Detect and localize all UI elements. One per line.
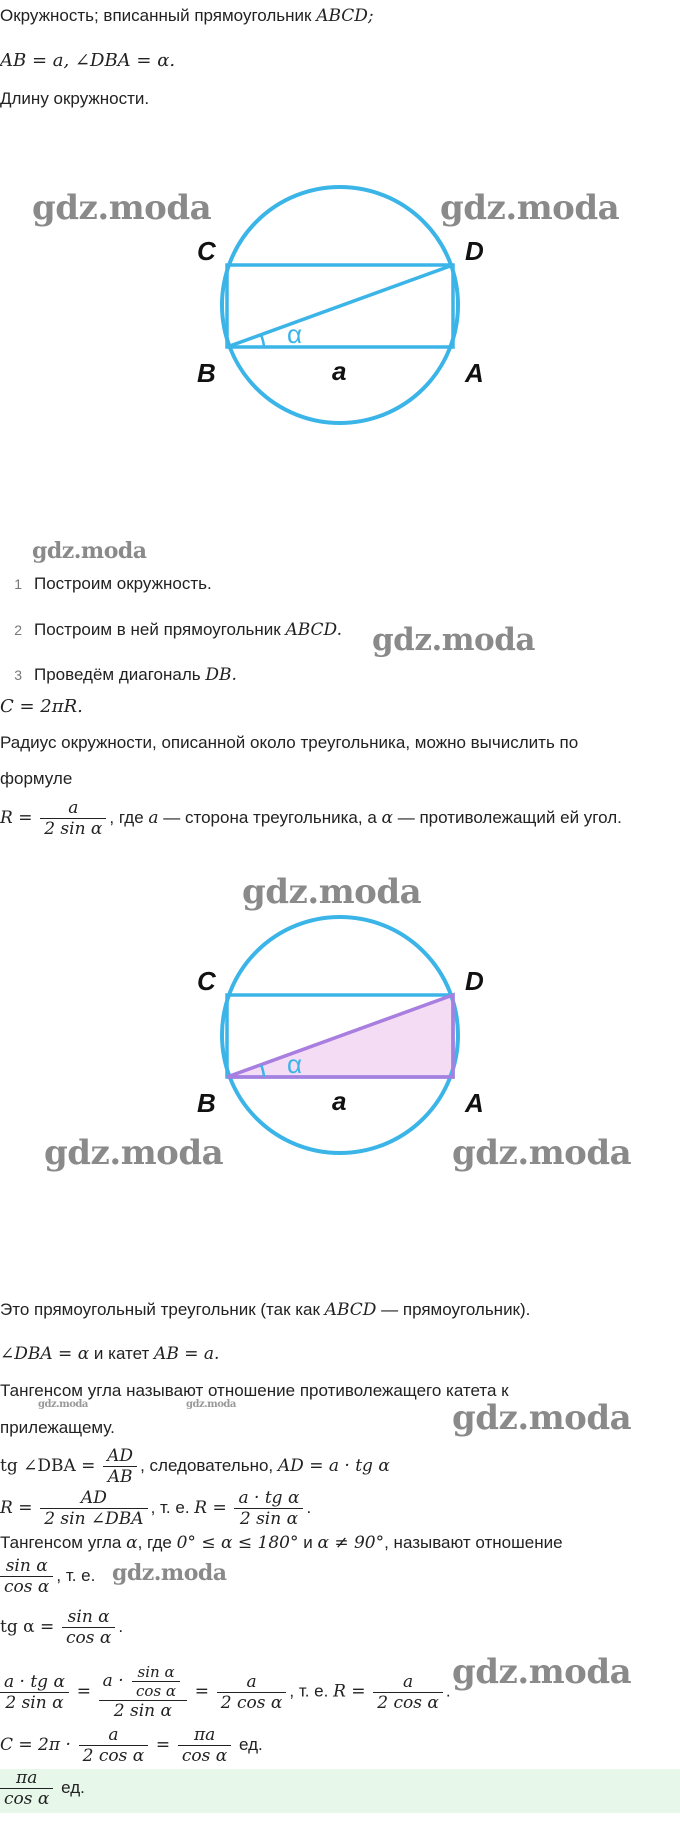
r2-fraction bbox=[234, 1488, 303, 1529]
tg-num: AD bbox=[107, 1446, 134, 1466]
watermark-logo: gdz.moda bbox=[440, 188, 620, 228]
tan2-range: 0° ≤ α ≤ 180° bbox=[176, 1533, 299, 1553]
r-side: a bbox=[148, 807, 159, 828]
answer-highlight bbox=[0, 1769, 680, 1813]
c-final-num: πa bbox=[193, 1725, 216, 1745]
tg-def-den: cos α bbox=[62, 1627, 115, 1648]
label-side-a: a bbox=[332, 356, 347, 386]
tan-def-1: Тангенсом угла называют отношение противолежащего катета к bbox=[0, 1381, 509, 1400]
label-b: B bbox=[197, 1088, 216, 1118]
r2-num: AD bbox=[80, 1488, 107, 1508]
watermark-logo: gdz.moda bbox=[452, 1652, 632, 1692]
calc-fraction bbox=[0, 1672, 69, 1713]
step-text: Проведём диагональ bbox=[34, 665, 201, 684]
tg-lhs: tg ∠DBA = bbox=[0, 1455, 96, 1476]
ratio-tail: , т. е. bbox=[56, 1565, 96, 1585]
step-1 bbox=[0, 574, 212, 594]
tan2-alpha: α bbox=[126, 1533, 138, 1553]
label-d: D bbox=[465, 966, 484, 996]
c-final-fraction bbox=[178, 1725, 231, 1766]
r2-den: 2 sin ∠DBA bbox=[40, 1508, 147, 1529]
c-final-lhs: C = 2π · bbox=[0, 1734, 71, 1755]
r2-lhs: R = bbox=[194, 1497, 227, 1518]
step-number: 3 bbox=[14, 667, 22, 683]
calc-eq: = bbox=[76, 1681, 91, 1702]
answer-num: πa bbox=[16, 1768, 38, 1788]
watermark-logo: gdz.moda bbox=[32, 538, 147, 564]
angle-text: и катет bbox=[93, 1344, 150, 1363]
watermark-logo: gdz.moda bbox=[186, 1399, 236, 1410]
watermark-logo: gdz.moda bbox=[38, 1399, 88, 1410]
diagonal-db bbox=[227, 265, 453, 347]
rt-text: — прямоугольник). bbox=[381, 1300, 531, 1319]
tg-line bbox=[0, 1446, 390, 1487]
right-triangle-line bbox=[0, 1300, 530, 1320]
step-2 bbox=[0, 620, 342, 640]
given-line-2: AB = a, ∠DBA = α. bbox=[0, 50, 176, 71]
calc-fraction bbox=[217, 1672, 287, 1713]
find-line: Длину окружности. bbox=[0, 89, 150, 108]
r-num: a bbox=[68, 798, 79, 818]
r2-num: a · tg α bbox=[238, 1488, 300, 1508]
tan2-text: и bbox=[303, 1533, 313, 1552]
tg-def-num: sin α bbox=[67, 1607, 110, 1627]
step-number: 2 bbox=[14, 622, 22, 638]
calc-end: . bbox=[445, 1681, 451, 1701]
ratio-den: cos α bbox=[0, 1576, 53, 1597]
ratio-line bbox=[0, 1556, 95, 1597]
label-alpha: α bbox=[287, 1049, 303, 1079]
tg-tail: , следовательно, bbox=[140, 1455, 274, 1475]
calc-inner-num: sin α bbox=[137, 1663, 175, 1681]
angle-line bbox=[0, 1344, 219, 1364]
step-text: Построим окружность. bbox=[34, 574, 212, 593]
step-math: DB. bbox=[205, 665, 237, 685]
answer-fraction bbox=[0, 1768, 53, 1809]
radius-text-1: Радиус окружности, описанной около треугольника, можно вычислить по bbox=[0, 733, 579, 752]
r2-line bbox=[0, 1488, 311, 1529]
tg-def-fraction bbox=[62, 1607, 115, 1648]
watermark-logo: gdz.moda bbox=[44, 1133, 224, 1173]
c-final-fraction bbox=[79, 1725, 149, 1766]
tg-def-lhs: tg α = bbox=[0, 1616, 55, 1637]
label-d: D bbox=[465, 236, 484, 266]
label-c: C bbox=[197, 236, 216, 266]
watermark-logo: gdz.moda bbox=[452, 1133, 632, 1173]
r-den: 2 sin α bbox=[40, 818, 106, 839]
watermark-logo: gdz.moda bbox=[32, 188, 212, 228]
tan2-text: , где bbox=[137, 1533, 172, 1552]
calc-r: R = bbox=[333, 1681, 366, 1702]
ratio-fraction bbox=[0, 1556, 53, 1597]
tg-def-line: tg α = $\frac{\text{sin α}}{\text{cos α}}$ . bbox=[0, 1607, 124, 1648]
angle-arc bbox=[261, 335, 264, 347]
ratio-num: sin α bbox=[5, 1556, 48, 1576]
tg-fraction bbox=[103, 1446, 137, 1487]
answer-unit: ед. bbox=[61, 1777, 85, 1797]
r-lhs: R = bbox=[0, 807, 33, 828]
r2-mid: , т. е. bbox=[150, 1497, 190, 1517]
r-tail: — противолежащий ей угол. bbox=[397, 807, 622, 827]
given-text: Окружность; вписанный прямоугольник bbox=[0, 6, 312, 25]
label-a: A bbox=[465, 1088, 484, 1118]
rt-math: ABCD bbox=[324, 1300, 377, 1320]
calc-nested-den: 2 sin α bbox=[99, 1700, 187, 1721]
calc-nested-fraction bbox=[99, 1663, 187, 1721]
calc-line bbox=[0, 1663, 451, 1721]
calc-inner-fraction bbox=[132, 1663, 180, 1700]
given-line-1 bbox=[0, 6, 374, 26]
calc-num: a bbox=[246, 1671, 257, 1692]
tan2-line bbox=[0, 1533, 563, 1553]
watermark-logo: gdz.moda bbox=[242, 872, 422, 912]
c-final-num: a bbox=[108, 1725, 119, 1745]
step-number: 1 bbox=[14, 576, 22, 592]
tg-result: AD = a · tg α bbox=[277, 1455, 390, 1476]
answer-den: cos α bbox=[0, 1788, 53, 1809]
calc-nested-num bbox=[99, 1663, 187, 1700]
c-final-den: cos α bbox=[178, 1745, 231, 1766]
given-rectangle-name: ABCD; bbox=[316, 6, 374, 26]
label-side-a: a bbox=[332, 1086, 347, 1116]
tan-def-2: прилежащему. bbox=[0, 1418, 115, 1437]
r2-end: . bbox=[306, 1497, 312, 1517]
r2-lhs: R = bbox=[0, 1497, 33, 1518]
calc-tail: , т. е. bbox=[289, 1681, 329, 1701]
calc-nested-prefix: a · bbox=[102, 1671, 124, 1691]
r-angle: α bbox=[381, 807, 393, 828]
calc-num: a · tg α bbox=[4, 1671, 65, 1692]
tan2-cond: α ≠ 90° bbox=[317, 1533, 385, 1553]
tg-den: AB bbox=[103, 1466, 137, 1487]
calc-inner-den: cos α bbox=[132, 1681, 180, 1700]
sine-law-line bbox=[0, 798, 622, 839]
c-final-den: 2 cos α bbox=[79, 1745, 149, 1766]
c-final-unit: ед. bbox=[239, 1734, 263, 1754]
watermark-logo: gdz.moda bbox=[372, 622, 535, 658]
calc-den: 2 sin α bbox=[0, 1692, 69, 1713]
r2-fraction bbox=[40, 1488, 147, 1529]
radius-text-2: формуле bbox=[0, 769, 73, 788]
step-3 bbox=[0, 665, 237, 685]
label-c: C bbox=[197, 966, 216, 996]
watermark-logo: gdz.moda bbox=[452, 1398, 632, 1438]
calc-num: a bbox=[403, 1671, 414, 1692]
tan2-text: , называют отношение bbox=[384, 1533, 563, 1552]
calc-den: 2 cos α bbox=[373, 1692, 443, 1713]
formula-circumference: C = 2πR. bbox=[0, 696, 83, 717]
calc-fraction bbox=[373, 1672, 443, 1713]
answer-line bbox=[0, 1768, 85, 1809]
calc-eq: = bbox=[194, 1681, 210, 1702]
circumference-final-line bbox=[0, 1725, 263, 1766]
step-text: Построим в ней прямоугольник bbox=[34, 620, 281, 639]
angle-math: AB = a. bbox=[154, 1344, 220, 1364]
calc-den: 2 cos α bbox=[217, 1692, 287, 1713]
r-tail: — сторона треугольника, а bbox=[163, 807, 377, 827]
label-alpha: α bbox=[287, 319, 303, 349]
step-math: ABCD. bbox=[285, 620, 342, 640]
tan2-text: Тангенсом угла bbox=[0, 1533, 122, 1552]
watermark-logo: gdz.moda bbox=[112, 1560, 227, 1586]
rt-text: Это прямоугольный треугольник (так как bbox=[0, 1300, 320, 1319]
label-b: B bbox=[197, 358, 216, 388]
r-tail: , где bbox=[109, 807, 144, 827]
angle-math: ∠DBA = α bbox=[0, 1344, 90, 1364]
r2-den: 2 sin α bbox=[234, 1508, 303, 1529]
c-final-eq: = bbox=[155, 1734, 171, 1755]
r-fraction bbox=[40, 798, 106, 839]
label-a: A bbox=[465, 358, 484, 388]
